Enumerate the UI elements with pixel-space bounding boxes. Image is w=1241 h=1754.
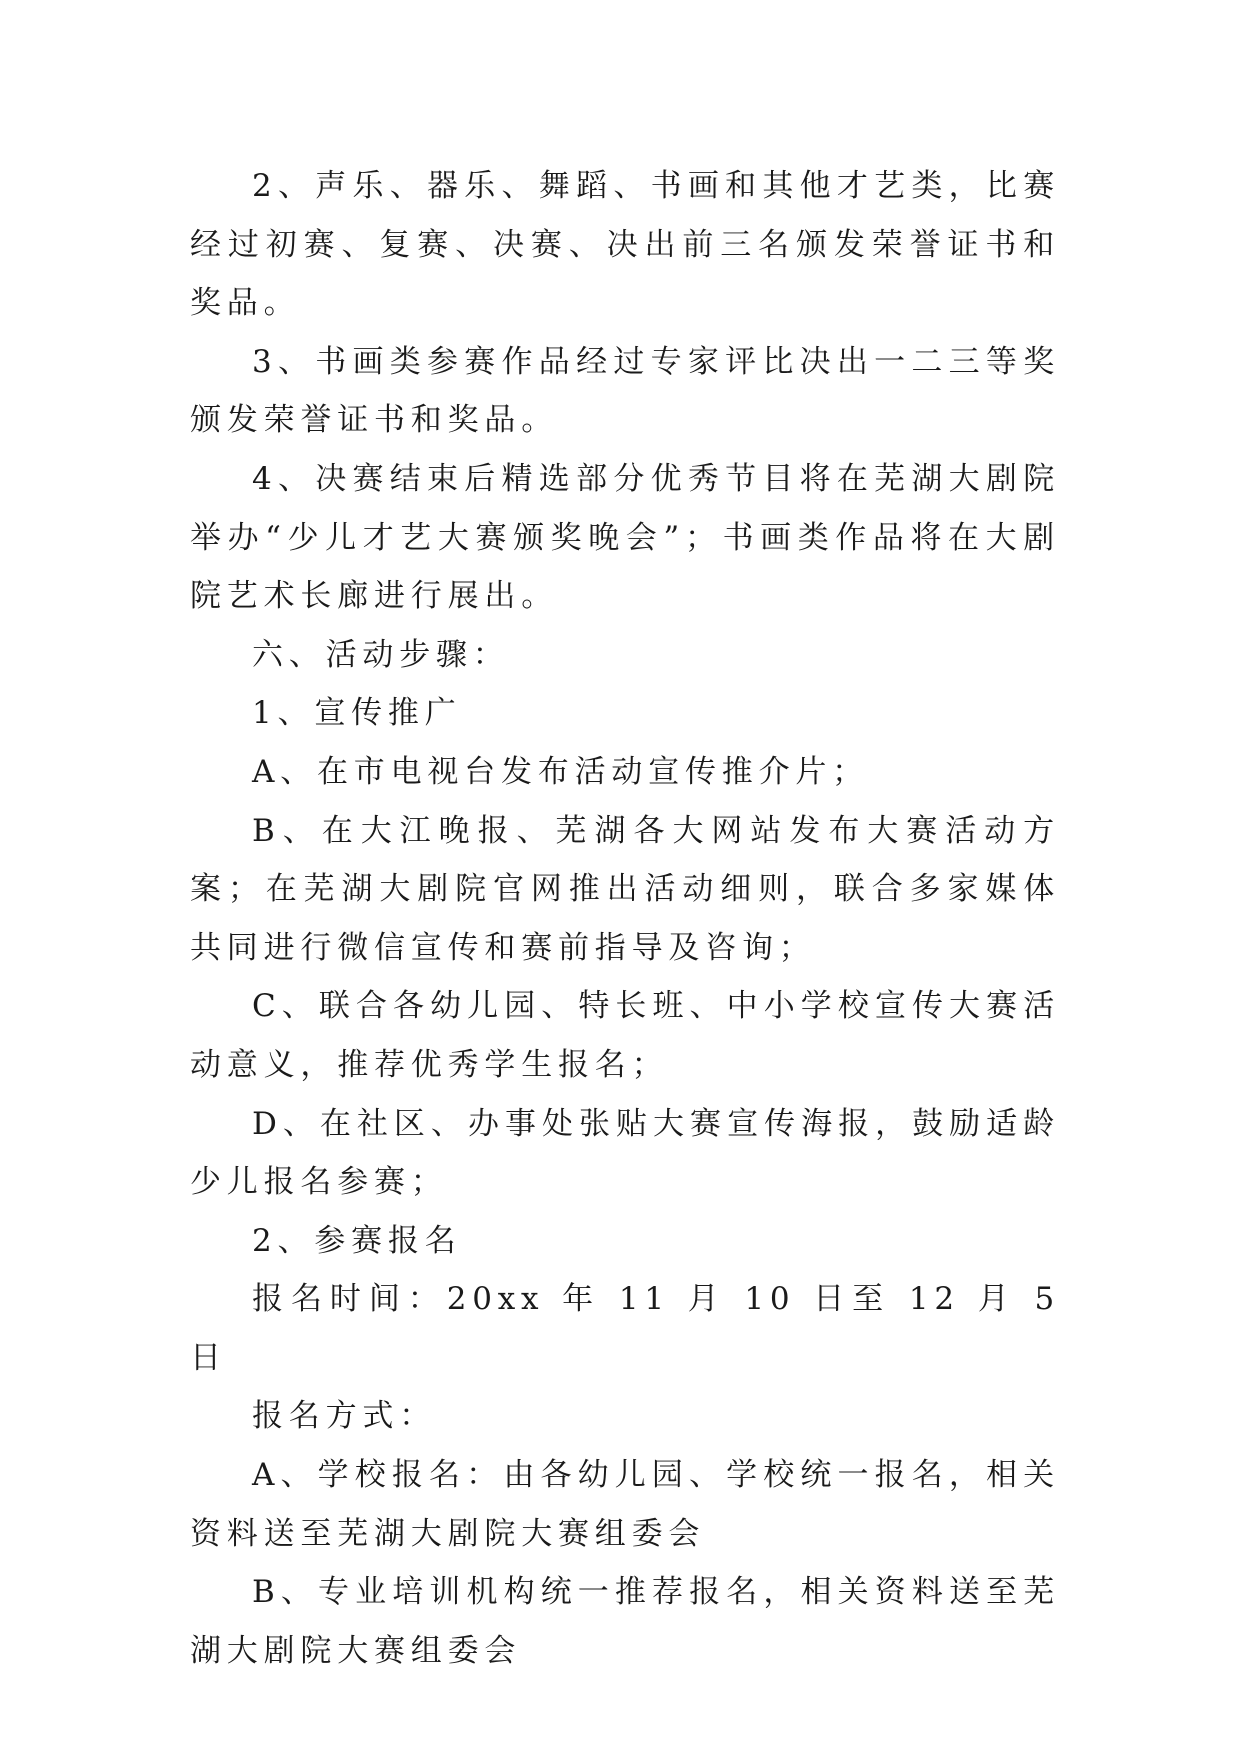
subheading-registration: 2、参赛报名 (252, 1222, 462, 1259)
paragraph-promotion-b: B、在大江晚报、芜湖各大网站发布大赛活动方案；在芜湖大剧院官网推出活动细则，联合多家媒体共同进行微信宣传和赛前指导及咨询； (190, 812, 1060, 966)
paragraph-award-calligraphy: 3、书画类参赛作品经过专家评比决出一二三等奖颁发荣誉证书和奖品。 (190, 343, 1060, 439)
paragraph-award-gala: 4、决赛结束后精选部分优秀节目将在芜湖大剧院举办“少儿才艺大赛颁奖晚会”；书画类作品将在大剧院艺术长廊进行展出。 (190, 460, 1060, 615)
paragraph-registration-time: 报名时间：20xx 年 11 月 10 日至 12 月 5 日 (190, 1281, 1060, 1376)
paragraph-promotion-a: A、在市电视台发布活动宣传推介片； (252, 753, 869, 790)
paragraph-promotion-c: C、联合各幼儿园、特长班、中小学校宣传大赛活动意义，推荐优秀学生报名； (190, 988, 1060, 1083)
paragraph-registration-method: 报名方式： (252, 1398, 436, 1435)
subheading-promotion: 1、宣传推广 (252, 695, 462, 732)
document-body (190, 157, 1060, 1680)
paragraph-award-performance: 2、声乐、器乐、舞蹈、书画和其他才艺类，比赛经过初赛、复赛、决赛、决出前三名颁发荣誉证书和奖品。 (190, 168, 1060, 322)
paragraph-registration-a: A、学校报名：由各幼儿园、学校统一报名，相关资料送至芜湖大剧院大赛组委会 (190, 1457, 1060, 1552)
section-heading-activity-steps: 六、活动步骤： (252, 636, 510, 673)
paragraph-promotion-d: D、在社区、办事处张贴大赛宣传海报，鼓励适龄少儿报名参赛； (190, 1105, 1060, 1201)
paragraph-registration-b: B、专业培训机构统一推荐报名，相关资料送至芜湖大剧院大赛组委会 (190, 1574, 1060, 1669)
